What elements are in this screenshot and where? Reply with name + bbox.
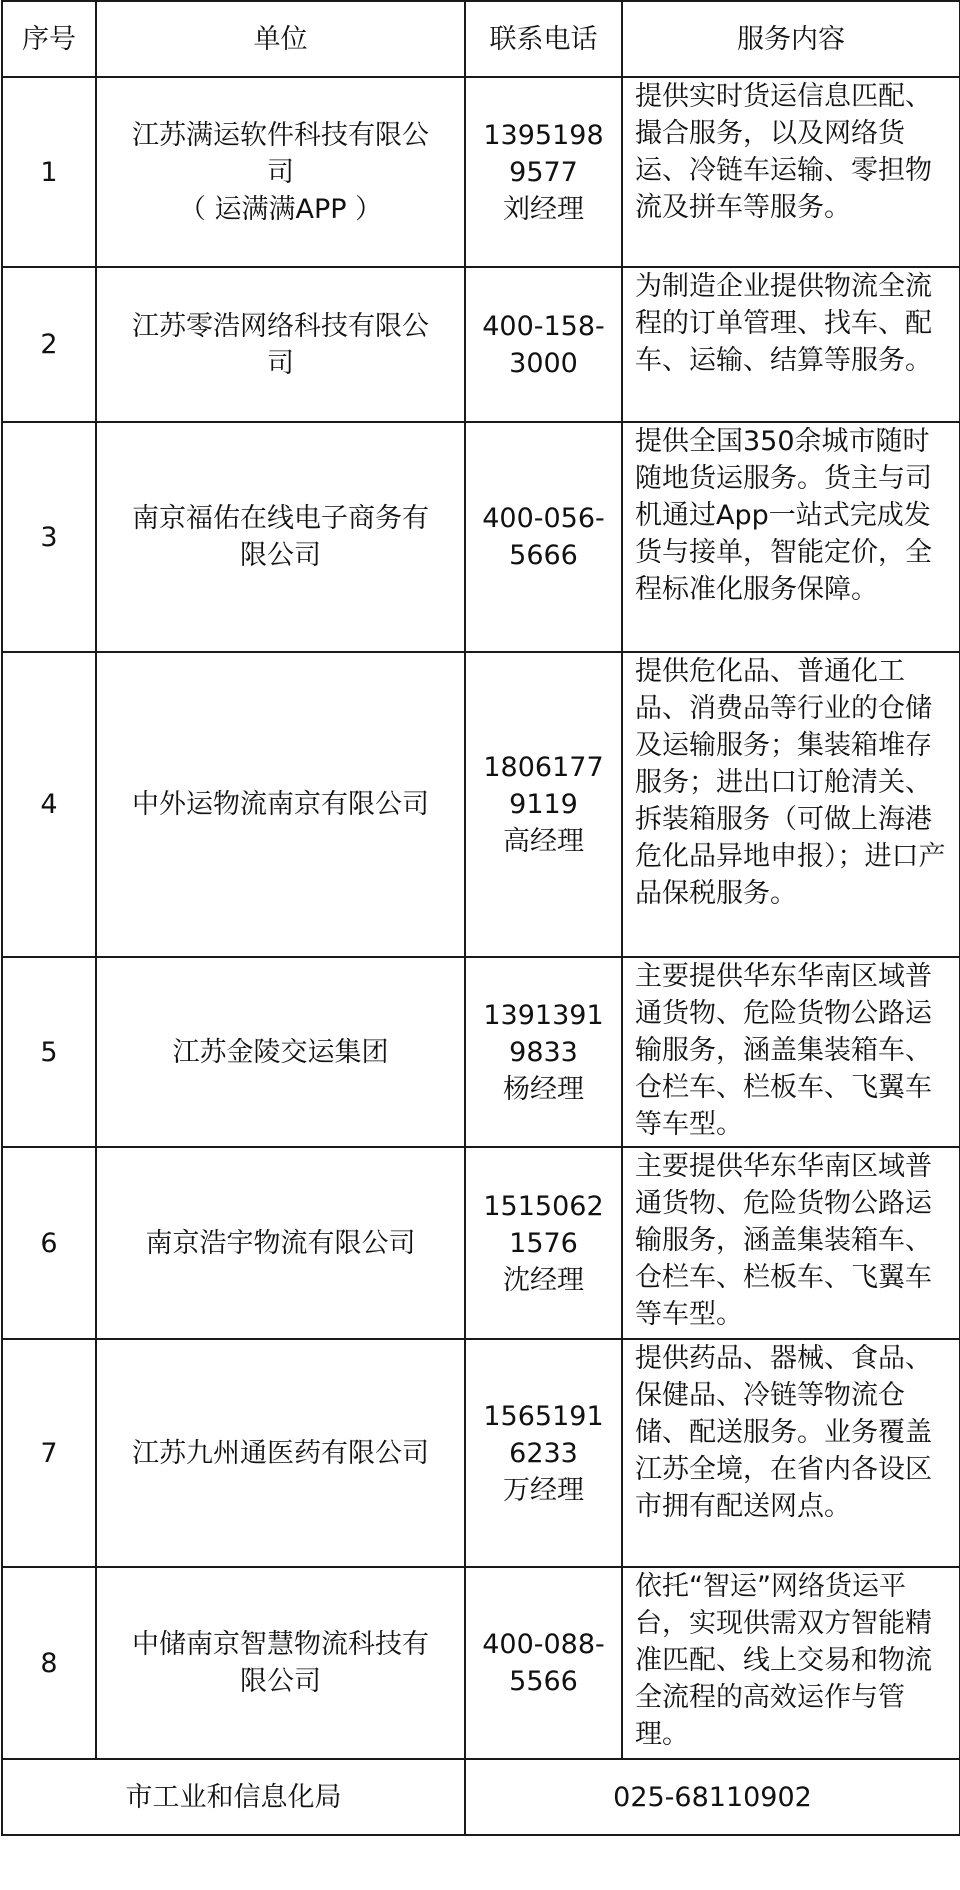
unit-line: 司	[267, 156, 294, 188]
service-text: 依托“智运”网络货运平台，实现供需双方智能精准匹配、线上交易和物流全流程的高效运作与管理。	[635, 1571, 932, 1750]
row-service	[622, 1147, 960, 1339]
phone-line: 1515062	[483, 1190, 604, 1222]
phone-line: 1391391	[483, 999, 604, 1031]
row-phone	[465, 422, 622, 652]
unit-line: 南京浩宇物流有限公司	[145, 1227, 416, 1259]
table-row	[2, 652, 960, 957]
row-service	[622, 652, 960, 957]
header-unit: 单位	[96, 1, 465, 77]
phone-line: 400-056-	[482, 503, 605, 534]
row-service	[622, 422, 960, 652]
table-footer-row	[2, 1759, 960, 1835]
service-text: 提供实时货运信息匹配、撮合服务，以及网络货运、冷链车运输、零担物流及拼车等服务。	[635, 81, 932, 223]
row-service	[622, 1567, 960, 1759]
unit-line: 中外运物流南京有限公司	[132, 789, 429, 820]
row-num: 2	[2, 267, 96, 422]
row-num: 3	[2, 422, 96, 652]
unit-line: 中储南京智慧物流科技有	[132, 1629, 429, 1660]
phone-line: 9119	[509, 789, 578, 820]
row-phone	[465, 1339, 622, 1567]
unit-line: 南京福佑在线电子商务有	[132, 503, 429, 534]
logistics-service-table	[1, 0, 960, 1836]
row-num: 8	[2, 1567, 96, 1759]
row-phone	[465, 652, 622, 957]
contact-name: 刘经理	[503, 193, 584, 225]
unit-line: 江苏金陵交运集团	[172, 1036, 389, 1068]
row-phone	[465, 1147, 622, 1339]
table-row	[2, 957, 960, 1147]
service-text: 主要提供华东华南区域普通货物、危险货物公路运输服务，涵盖集装箱车、仓栏车、栏板车、飞翼车等车型。	[635, 1151, 932, 1330]
row-unit	[96, 267, 465, 422]
contact-name: 沈经理	[503, 1264, 584, 1296]
contact-name: 高经理	[503, 826, 584, 857]
phone-line: 6233	[509, 1437, 578, 1469]
footer-agency: 市工业和信息化局	[2, 1759, 465, 1835]
row-phone	[465, 77, 622, 267]
unit-line: （ 运满满APP ）	[178, 193, 383, 225]
phone-line: 9833	[509, 1036, 578, 1068]
phone-line: 3000	[509, 347, 578, 379]
contact-name: 杨经理	[503, 1073, 584, 1105]
unit-line: 限公司	[240, 1666, 321, 1697]
phone-line: 400-088-	[482, 1629, 605, 1660]
unit-line: 江苏满运软件科技有限公	[132, 119, 429, 151]
phone-line: 5566	[509, 1666, 578, 1697]
row-unit	[96, 77, 465, 267]
phone-line: 5666	[509, 540, 578, 571]
row-service	[622, 1339, 960, 1567]
row-unit	[96, 1147, 465, 1339]
row-num: 1	[2, 77, 96, 267]
footer-phone: 025-68110902	[465, 1759, 960, 1835]
service-text: 提供危化品、普通化工品、消费品等行业的仓储及运输服务；集装箱堆存服务；进出口订舱清关、拆装箱服务（可做上海港危化品异地申报）；进口产品保税服务。	[635, 656, 946, 909]
row-num: 7	[2, 1339, 96, 1567]
unit-line: 江苏九州通医药有限公司	[132, 1437, 429, 1469]
phone-line: 9577	[509, 156, 578, 188]
row-service	[622, 267, 960, 422]
header-num: 序号	[2, 1, 96, 77]
table-row	[2, 1567, 960, 1759]
row-unit	[96, 1567, 465, 1759]
header-phone: 联系电话	[465, 1, 622, 77]
row-phone	[465, 1567, 622, 1759]
row-unit	[96, 957, 465, 1147]
row-num: 6	[2, 1147, 96, 1339]
phone-line: 1565191	[483, 1400, 604, 1432]
row-phone	[465, 957, 622, 1147]
unit-line: 江苏零浩网络科技有限公	[132, 310, 429, 342]
row-service	[622, 77, 960, 267]
header-service: 服务内容	[622, 1, 960, 77]
unit-line: 司	[267, 347, 294, 379]
row-num: 4	[2, 652, 96, 957]
table-row	[2, 267, 960, 422]
row-phone	[465, 267, 622, 422]
table-row	[2, 77, 960, 267]
table-row	[2, 422, 960, 652]
phone-line: 1395198	[483, 119, 604, 151]
service-text: 主要提供华东华南区域普通货物、危险货物公路运输服务，涵盖集装箱车、仓栏车、栏板车、飞翼车等车型。	[635, 961, 932, 1140]
row-unit	[96, 1339, 465, 1567]
unit-line: 限公司	[240, 540, 321, 571]
row-num: 5	[2, 957, 96, 1147]
phone-line: 1806177	[483, 752, 604, 783]
row-service	[622, 957, 960, 1147]
row-unit	[96, 422, 465, 652]
table-row	[2, 1147, 960, 1339]
service-text: 提供药品、器械、食品、保健品、冷链等物流仓储、配送服务。业务覆盖江苏全境，在省内各设区市拥有配送网点。	[635, 1343, 932, 1522]
contact-name: 万经理	[503, 1474, 584, 1506]
service-text: 为制造企业提供物流全流程的订单管理、找车、配车、运输、结算等服务。	[635, 271, 932, 376]
table-row	[2, 1339, 960, 1567]
table-header-row	[2, 1, 960, 77]
phone-line: 1576	[509, 1227, 578, 1259]
phone-line: 400-158-	[482, 310, 605, 342]
row-unit	[96, 652, 465, 957]
service-text: 提供全国350余城市随时随地货运服务。货主与司机通过App一站式完成发货与接单，智能定价，全程标准化服务保障。	[635, 426, 932, 605]
